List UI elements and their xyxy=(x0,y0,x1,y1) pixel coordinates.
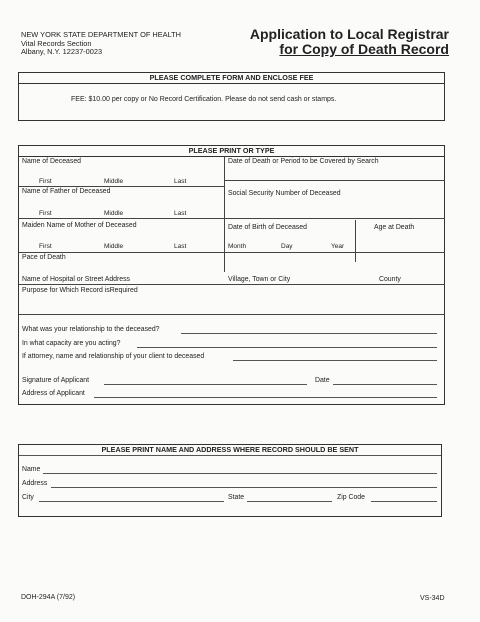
mother-first-label: First xyxy=(39,243,52,250)
form-number: DOH-294A (7/92) xyxy=(21,594,76,601)
mail-address-label: Address xyxy=(22,480,48,487)
mail-city-line[interactable] xyxy=(39,501,224,502)
row-divider xyxy=(19,314,445,315)
form-code: VS-34D xyxy=(420,595,445,602)
fee-section xyxy=(18,72,445,121)
date-of-birth-label: Date of Birth of Deceased xyxy=(228,224,307,231)
name-of-deceased-label: Name of Deceased xyxy=(22,158,81,165)
form-title-line1: Application to Local Registrar xyxy=(249,26,449,42)
signature-line[interactable] xyxy=(104,384,307,385)
mother-last-label: Last xyxy=(174,243,187,250)
mail-name-label: Name xyxy=(22,466,41,473)
address-applicant-line[interactable] xyxy=(94,397,437,398)
form-title-line2: for Copy of Death Record xyxy=(279,41,449,57)
agency-block xyxy=(21,31,181,57)
relationship-line[interactable] xyxy=(181,333,437,334)
fee-section-header: PLEASE COMPLETE FORM AND ENCLOSE FEE xyxy=(19,73,444,84)
agency-name: NEW YORK STATE DEPARTMENT OF HEALTH xyxy=(21,30,182,39)
mail-zip-label: Zip Code xyxy=(337,494,365,501)
father-last-label: Last xyxy=(174,210,187,217)
mail-address-line[interactable] xyxy=(51,487,437,488)
row-divider xyxy=(19,218,445,219)
row-divider xyxy=(19,252,445,253)
birth-month-label: Month xyxy=(228,243,247,250)
print-section xyxy=(18,145,445,405)
age-divider xyxy=(355,220,356,262)
father-first-label: First xyxy=(39,210,52,217)
attorney-line[interactable] xyxy=(233,360,437,361)
mail-zip-line[interactable] xyxy=(371,501,437,502)
deceased-middle-label: Middle xyxy=(104,178,124,185)
father-middle-label: Middle xyxy=(104,210,124,217)
age-at-death-label: Age at Death xyxy=(374,224,415,231)
father-name-label: Name of Father of Deceased xyxy=(22,188,111,195)
birth-day-label: Day xyxy=(281,243,293,250)
mail-name-line[interactable] xyxy=(43,473,437,474)
row-divider xyxy=(224,180,445,181)
agency-section: Vital Records Section xyxy=(21,38,92,48)
print-section-header: PLEASE PRINT OR TYPE xyxy=(19,146,444,157)
address-applicant-label: Address of Applicant xyxy=(22,390,85,397)
capacity-label: In what capacity are you acting? xyxy=(22,340,121,347)
deceased-last-label: Last xyxy=(174,178,187,185)
village-label: Village, Town or City xyxy=(228,276,291,283)
hospital-label: Name of Hospital or Street Address xyxy=(22,276,131,283)
mother-middle-label: Middle xyxy=(104,243,124,250)
county-label: County xyxy=(379,276,401,283)
mail-section-header: PLEASE PRINT NAME AND ADDRESS WHERE RECORD SHOULD BE SENT xyxy=(19,445,441,456)
capacity-line[interactable] xyxy=(137,347,437,348)
mail-state-line[interactable] xyxy=(247,501,332,502)
date-of-death-label: Date of Death or Period to be Covered by Search xyxy=(228,158,379,165)
ssn-label: Social Security Number of Deceased xyxy=(228,190,341,197)
mother-maiden-label: Maiden Name of Mother of Deceased xyxy=(22,222,137,229)
date-label: Date xyxy=(315,377,330,384)
birth-year-label: Year xyxy=(331,243,345,250)
fee-text: FEE: $10.00 per copy or No Record Certification. Please do not send cash or stamps. xyxy=(71,96,337,103)
deceased-first-label: First xyxy=(39,178,52,185)
mail-city-label: City xyxy=(22,494,34,501)
row-divider xyxy=(19,284,445,285)
mail-section xyxy=(18,444,442,517)
purpose-label: Purpose for Which Record isRequired xyxy=(22,287,138,294)
mail-state-label: State xyxy=(228,494,245,501)
form-title xyxy=(250,27,449,57)
agency-address: Albany, N.Y. 12237-0023 xyxy=(21,47,103,57)
row-divider xyxy=(19,186,224,187)
attorney-label: If attorney, name and relationship of your client to deceased xyxy=(22,353,205,360)
place-of-death-label: Pace of Death xyxy=(22,254,66,261)
signature-label: Signature of Applicant xyxy=(22,377,90,384)
date-line[interactable] xyxy=(333,384,437,385)
column-divider xyxy=(224,156,225,272)
relationship-label: What was your relationship to the deceased? xyxy=(22,326,160,333)
